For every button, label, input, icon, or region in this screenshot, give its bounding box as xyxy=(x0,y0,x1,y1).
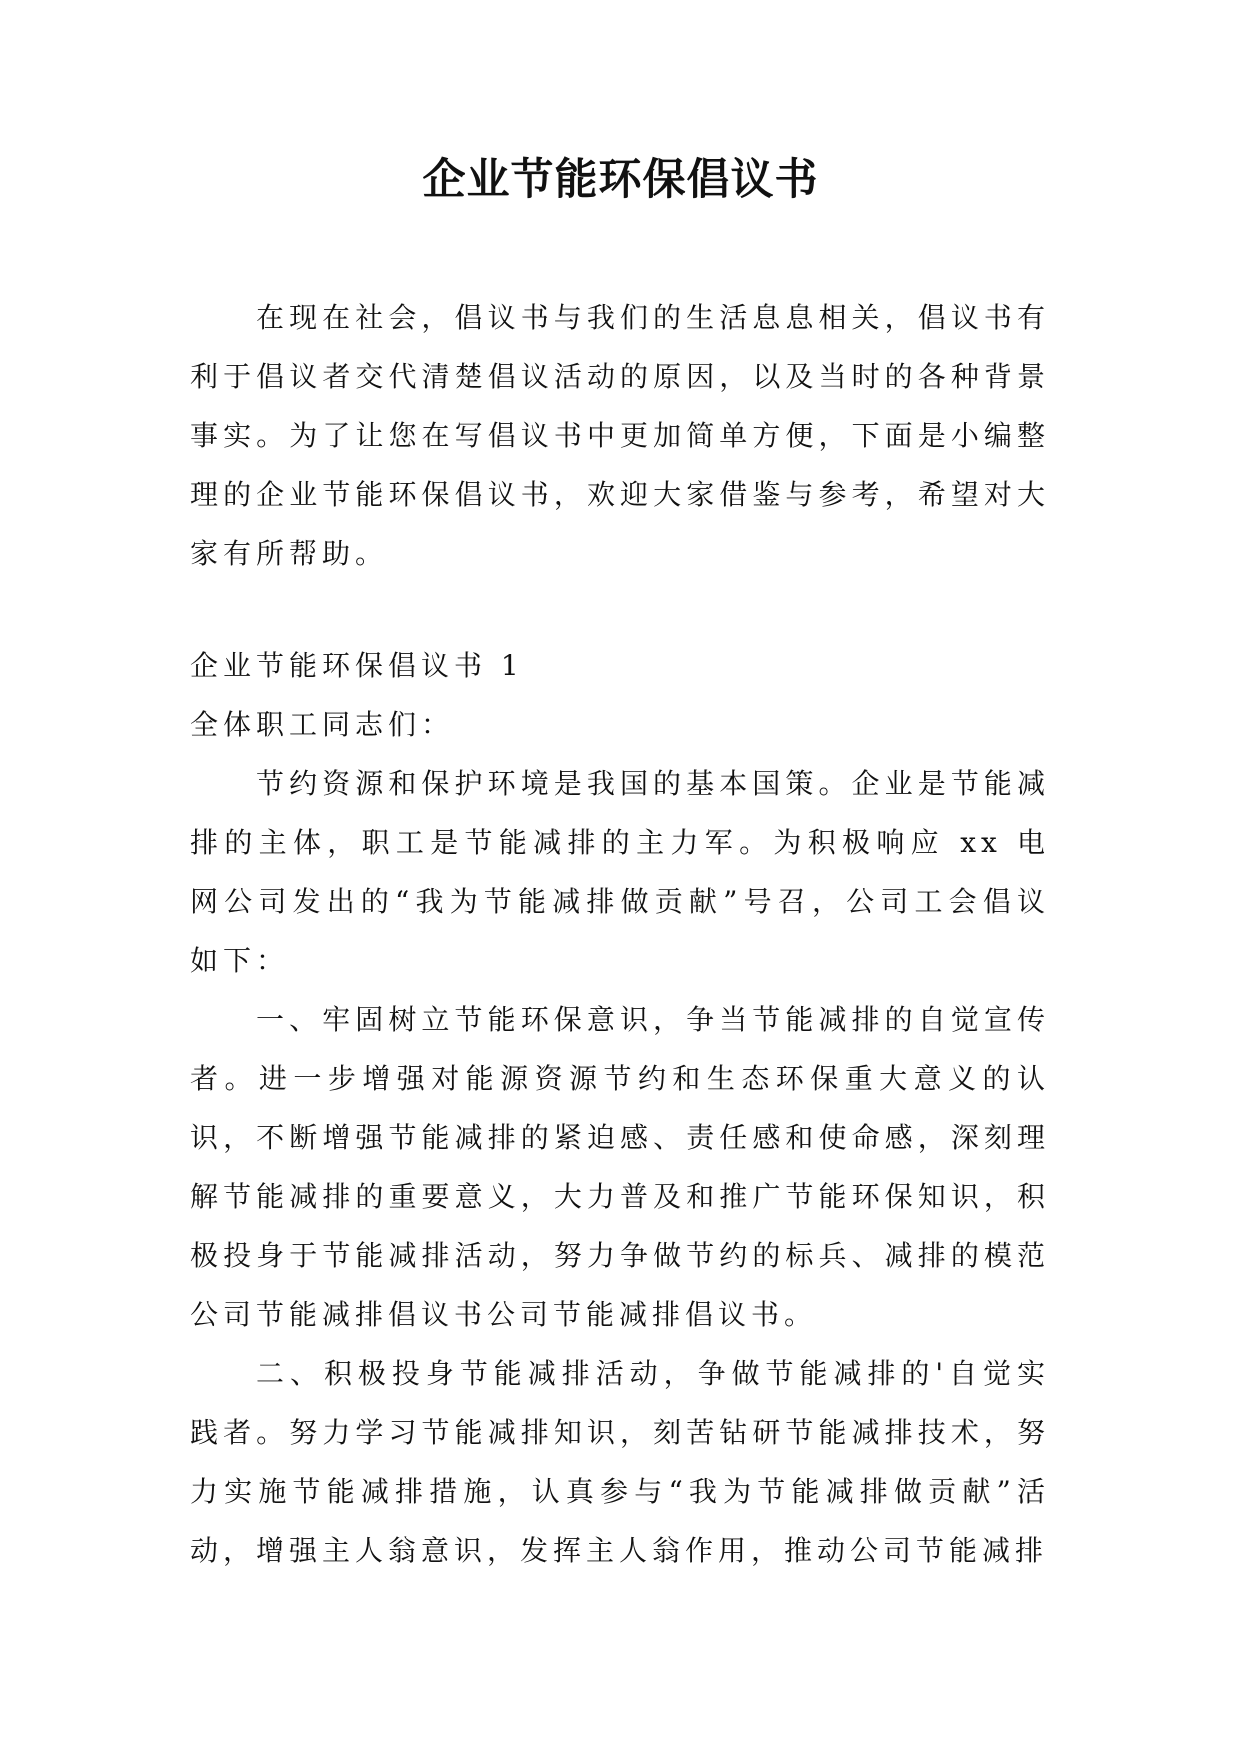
section-title: 企业节能环保倡议书 1 xyxy=(190,649,524,682)
document-title: 企业节能环保倡议书 xyxy=(422,155,819,205)
body-paragraph: 二、积极投身节能减排活动，争做节能减排的'自觉实践者。努力学习节能减排知识，刻苦钻研节能减排技术，努力实施节能减排措施，认真参与“我为节能减排做贡献”活动，增强主人翁意识，发挥主人翁作用，推动公司节能减排 xyxy=(190,1357,1050,1567)
salutation: 全体职工同志们： xyxy=(190,708,455,741)
body-paragraph: 一、牢固树立节能环保意识，争当节能减排的自觉宣传者。进一步增强对能源资源节约和生态环保重大意义的认识，不断增强节能减排的紧迫感、责任感和使命感，深刻理解节能减排的重要意义，大力普及和推广节能环保知识，积极投身于节能减排活动，努力争做节约的标兵、减排的模范公司节能减排倡议书公司节能减排倡议书。 xyxy=(190,1003,1050,1331)
body-paragraph: 节约资源和保护环境是我国的基本国策。企业是节能减排的主体，职工是节能减排的主力军。为积极响应 xx 电网公司发出的“我为节能减排做贡献”号召，公司工会倡议如下： xyxy=(190,767,1050,977)
intro-paragraph: 在现在社会，倡议书与我们的生活息息相关，倡议书有利于倡议者交代清楚倡议活动的原因，以及当时的各种背景事实。为了让您在写倡议书中更加简单方便，下面是小编整理的企业节能环保倡议书，欢迎大家借鉴与参考，希望对大家有所帮助。 xyxy=(190,301,1050,570)
